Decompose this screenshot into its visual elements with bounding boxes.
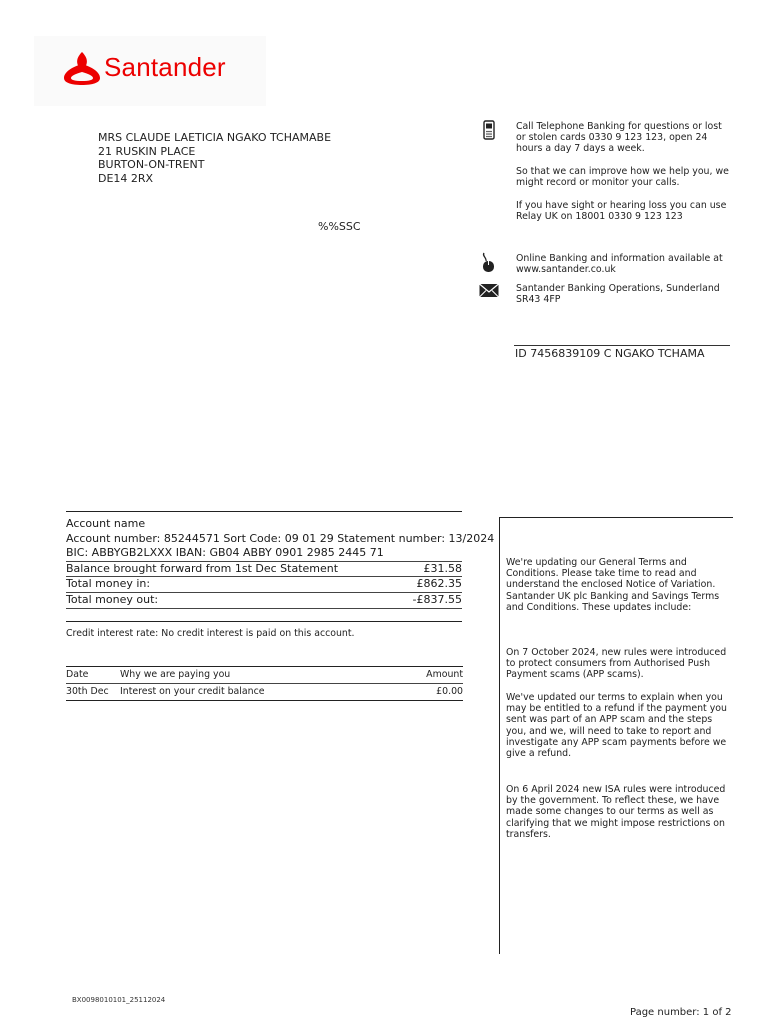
money-in-label: Total money in: (66, 577, 151, 590)
address-line: MRS CLAUDE LAETICIA NGAKO TCHAMABE (98, 131, 332, 144)
summary-bottom-rule (66, 621, 462, 622)
row-date: 30th Dec (66, 686, 109, 697)
notice-panel-top-border (500, 517, 733, 518)
ssc-code: %%SSC (318, 220, 361, 233)
phone-icon (478, 119, 500, 141)
postal-address-text: Santander Banking Operations, Sunderland SR43 4FP (516, 283, 720, 306)
money-out-row (66, 593, 462, 608)
address-line: 21 RUSKIN PLACE (98, 144, 196, 158)
notice-paragraph: On 7 October 2024, new rules were introduced to protect consumers from Authorised Push Payment scams (APP scams). (506, 647, 727, 681)
document-code: BX0098010101_25112024 (72, 996, 166, 1004)
notice-paragraph: We're updating our General Terms and Conditions. Please take time to read and understand the enclosed Notice of Variation. Santander UK plc Banking and Savings Terms and Conditions. These updates include: (506, 557, 720, 613)
header-why: Why we are paying you (120, 669, 231, 680)
account-name-label: Account name (66, 517, 146, 530)
relay-uk-text: If you have sight or hearing loss you can use Relay UK on 18001 0330 9 123 123 (516, 200, 727, 223)
balance-row (66, 562, 462, 577)
table-row (66, 684, 463, 700)
money-out-label: Total money out: (66, 592, 159, 606)
row-why: Interest on your credit balance (120, 686, 265, 697)
page-number: Page number: 1 of 2 (630, 1007, 732, 1018)
money-in-value: £862.35 (416, 577, 462, 590)
notice-paragraph: On 6 April 2024 new ISA rules were introduced by the government. To reflect these, we have made some changes to our terms as well as clarifying that we might impose restrictions on transfers. (506, 784, 726, 840)
envelope-icon (478, 280, 500, 302)
phone-banking-text: Call Telephone Banking for questions or lost or stolen cards 0330 9 123 123, open 24 hours a day 7 days a week. (516, 121, 722, 155)
credit-interest-note: Credit interest rate: No credit interest is paid on this account. (66, 628, 355, 639)
santander-flame-icon (62, 50, 102, 86)
brand-name: Santander (104, 52, 226, 82)
mouse-icon (478, 251, 500, 273)
online-banking-text: Online Banking and information available at www.santander.co.uk (516, 253, 723, 276)
money-in-row (66, 577, 462, 592)
account-details-line: Account number: 85244571 Sort Code: 09 01 29 Statement number: 13/2024 (66, 531, 495, 545)
row-amount: £0.00 (436, 686, 463, 697)
balance-value: £31.58 (423, 561, 462, 575)
notice-panel-left-border (499, 517, 500, 954)
table-bottom-rule (66, 700, 463, 701)
id-divider (514, 345, 730, 346)
bic-iban-line: BIC: ABBYGB2LXXX IBAN: GB04 ABBY 0901 2985 2445 71 (66, 546, 384, 559)
customer-id: ID 7456839109 C NGAKO TCHAMA (515, 347, 705, 360)
account-summary (66, 511, 495, 622)
header-amount: Amount (426, 669, 463, 680)
table-header (66, 667, 463, 683)
balance-label: Balance brought forward from 1st Dec Statement (66, 561, 339, 575)
address-line: DE14 2RX (98, 171, 154, 185)
header-date: Date (66, 669, 89, 680)
customer-address (98, 131, 331, 185)
money-out-value: -£837.55 (412, 592, 462, 606)
address-line: BURTON-ON-TRENT (98, 158, 205, 171)
call-recording-text: So that we can improve how we help you, we might record or monitor your calls. (516, 166, 729, 189)
notice-paragraph: We've updated our terms to explain when you may be entitled to a refund if the payment you sent was part of an APP scam and the steps you, and we, will need to take to report and investigate any APP scam payments before we give a refund. (506, 692, 727, 760)
interest-table (66, 666, 463, 701)
